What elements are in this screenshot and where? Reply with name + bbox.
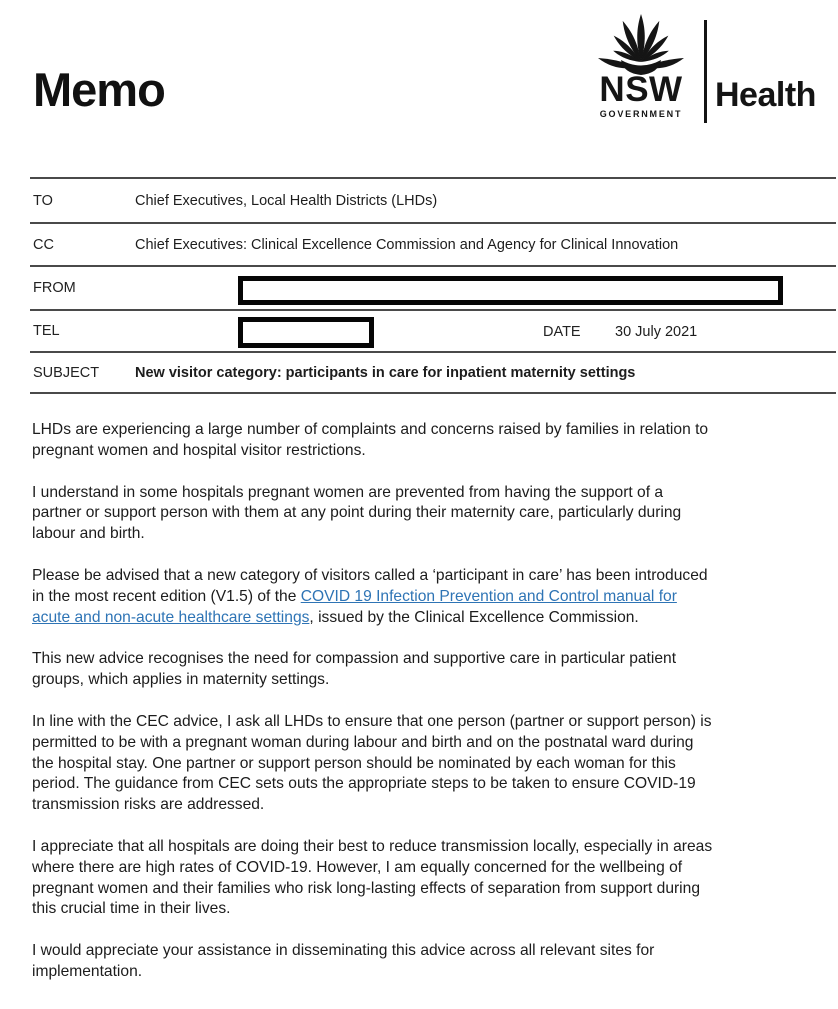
subject-label: SUBJECT <box>33 364 100 381</box>
logo-health-text: Health <box>715 76 816 114</box>
redacted-from-box <box>238 276 783 305</box>
subject-value: New visitor category: participants in care for inpatient maternity settings <box>135 364 636 381</box>
redacted-tel-box <box>238 317 374 348</box>
paragraph-3-after: , issued by the Clinical Excellence Commission. <box>309 608 639 626</box>
tel-label: TEL <box>33 323 60 339</box>
paragraph-2: I understand in some hospitals pregnant women are prevented from having the support of a partner or support person with them at any point during their maternity care, particularly during labour and birth. <box>32 483 682 543</box>
cc-value: Chief Executives: Clinical Excellence Commission and Agency for Clinical Innovation <box>135 236 679 253</box>
paragraph-3 <box>32 566 834 628</box>
paragraph-1: LHDs are experiencing a large number of complaints and concerns raised by families in relation to pregnant women and hospital visitor restrictions. <box>32 421 709 459</box>
table-row-from <box>30 265 836 309</box>
waratah-flower-icon <box>590 12 692 75</box>
to-label: TO <box>33 192 53 209</box>
paragraph-4: This new advice recognises the need for compassion and supportive care in particular patient groups, which applies in maternity settings. <box>32 650 677 689</box>
paragraph-6: I appreciate that all hospitals are doing their best to reduce transmission locally, especially in areas where there are high rates of COVID-19. However, I am equally concerned for the wellbeing of pregnant women and their families who risk long-lasting effects of separation from support during this crucial time in their lives. <box>32 837 713 918</box>
logo-government-text: GOVERNMENT <box>599 109 683 119</box>
logo-divider <box>704 20 707 123</box>
logo-nsw-text: NSW <box>599 70 683 109</box>
date-value: 30 July 2021 <box>615 324 698 340</box>
paragraph-5: In line with the CEC advice, I ask all LHDs to ensure that one person (partner or support person) is permitted to be with a pregnant woman during labour and birth and on the postnatal ward during the hospital stay. One partner or support person should be nominated by each woman for this period. The guidance from CEC sets outs the appropriate steps to be taken to ensure COVID-19 transmission risks are addressed. <box>32 712 712 814</box>
memo-body <box>32 420 834 1004</box>
table-row-tel <box>30 309 836 351</box>
to-value: Chief Executives, Local Health Districts (LHDs) <box>135 192 438 209</box>
cc-label: CC <box>33 236 54 253</box>
table-row-to <box>30 177 836 222</box>
paragraph-3-before: Please be advised that a new category of visitors called a ‘participant in care’ has been introduced in the most recent edition (V1.5) of the <box>32 566 708 605</box>
table-row-subject <box>30 351 836 392</box>
memo-table <box>30 177 836 394</box>
from-label: FROM <box>33 280 76 296</box>
page-title: Memo <box>33 63 165 116</box>
paragraph-7: I would appreciate your assistance in disseminating this advice across all relevant sites for implementation. <box>32 942 655 980</box>
table-row-cc <box>30 222 836 265</box>
date-label: DATE <box>543 324 581 340</box>
nsw-health-logo <box>588 12 838 127</box>
cec-manual-link[interactable]: COVID 19 Infection Prevention and Control manual for acute and non-acute healthcare settings <box>32 587 677 626</box>
